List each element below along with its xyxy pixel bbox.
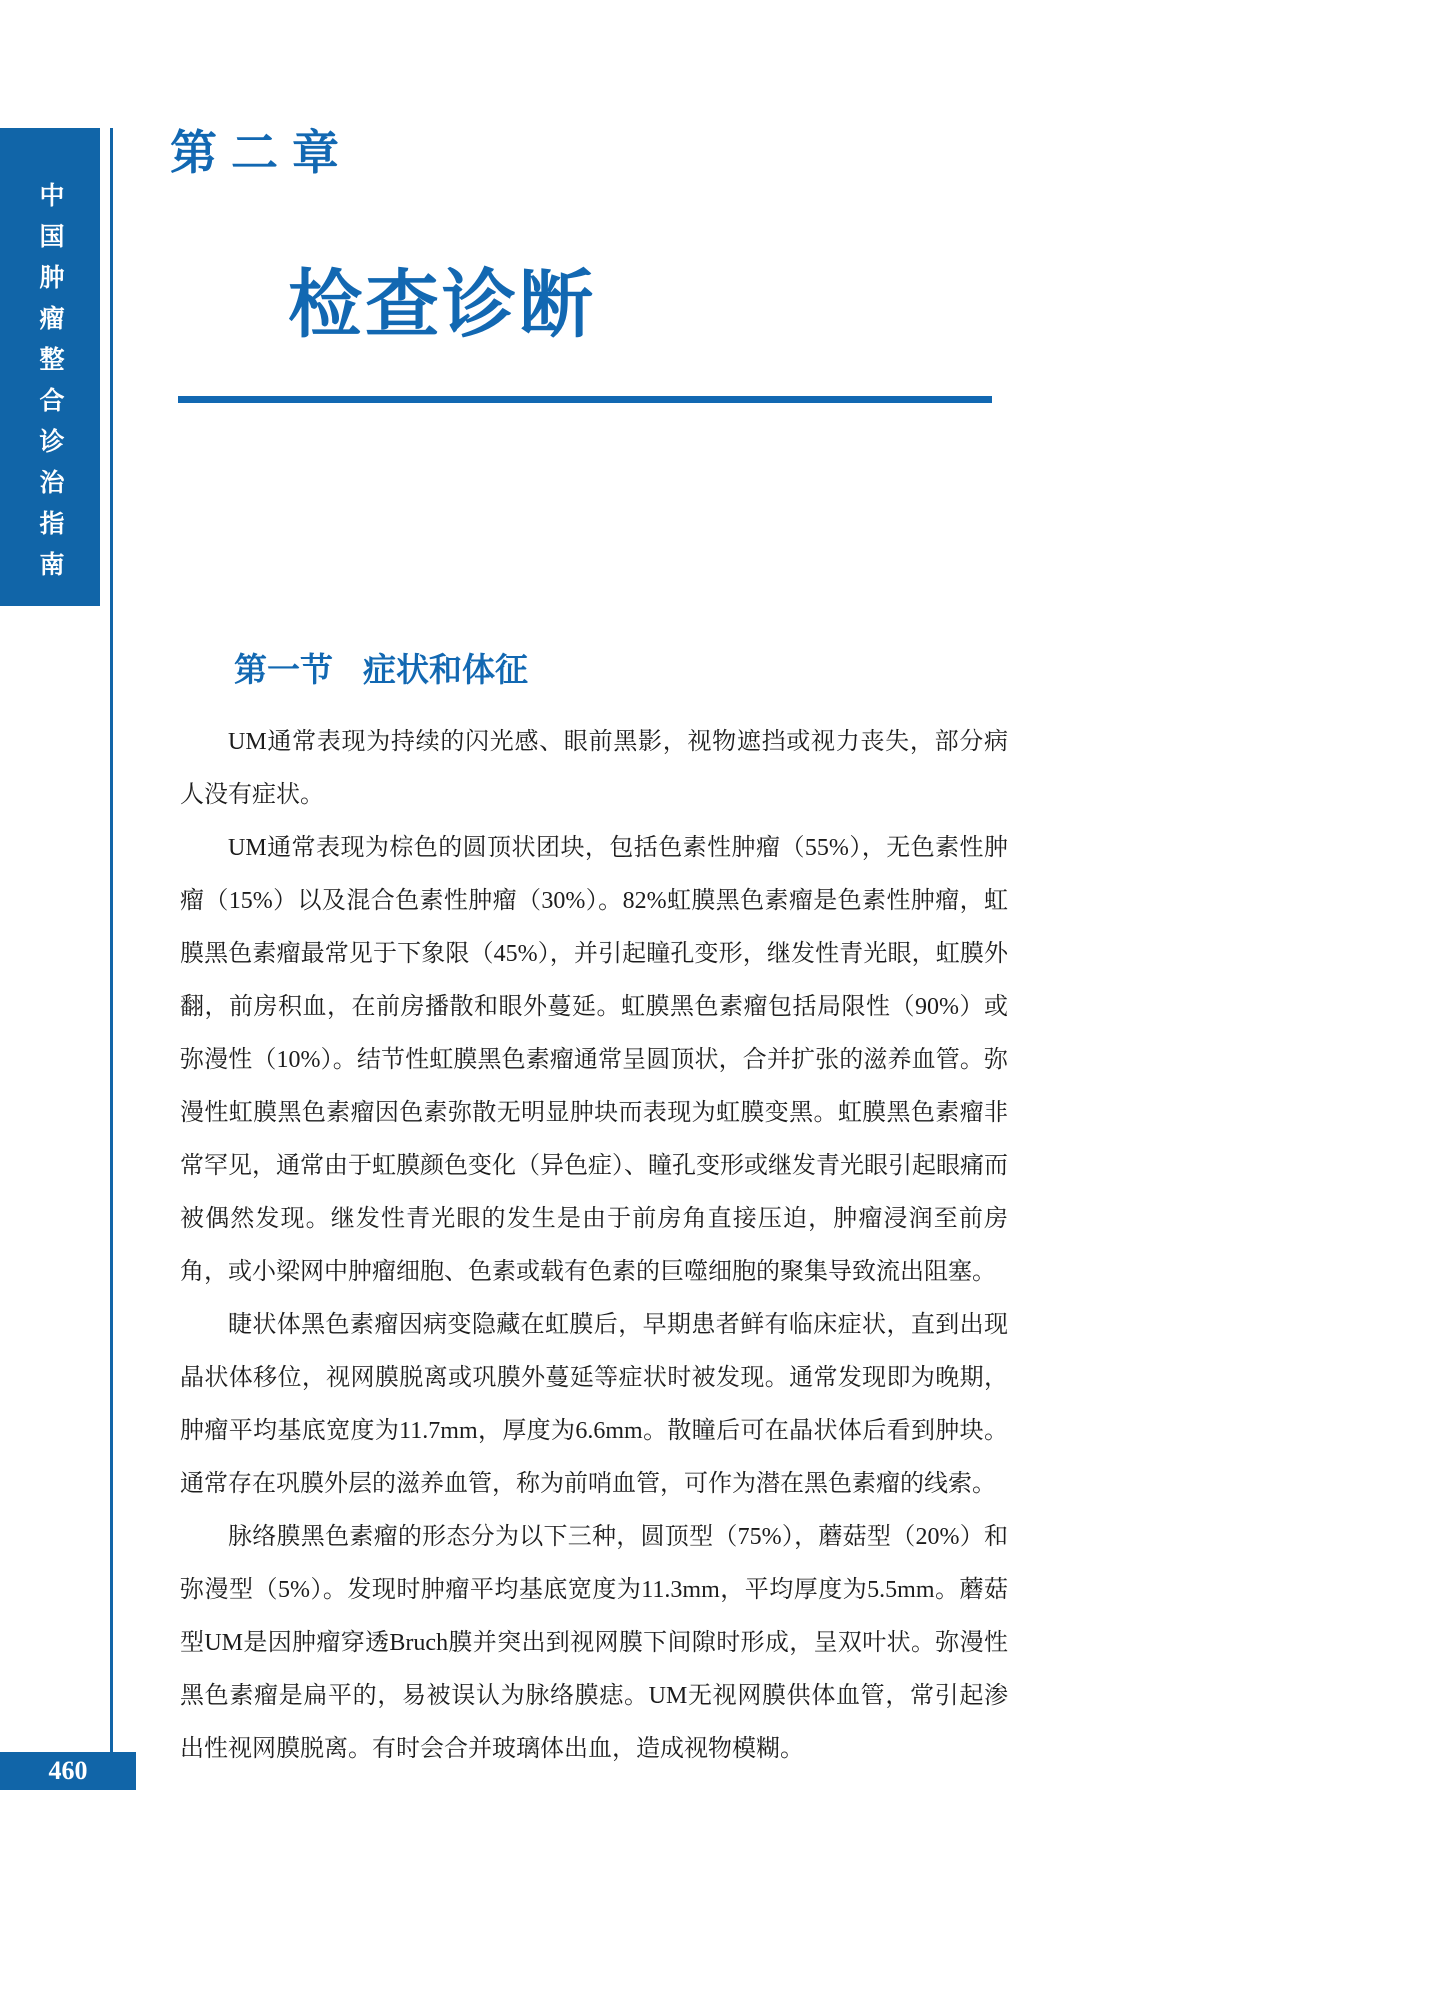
body-text-block <box>180 716 1008 1776</box>
section-title: 症状和体征 <box>363 653 528 689</box>
page-number-badge <box>0 1752 136 1790</box>
series-banner <box>0 128 100 606</box>
section-heading <box>234 644 528 691</box>
chapter-label: 第二章 <box>170 126 353 179</box>
series-vertical-title: 中国肿瘤整合诊治指南 <box>36 182 64 592</box>
paragraph-iris-melanoma: UM通常表现为棕色的圆顶状团块，包括色素性肿瘤（55%），无色素性肿瘤（15%）以及混合色素性肿瘤（30%）。82%虹膜黑色素瘤是色素性肿瘤，虹膜黑色素瘤最常见于下象限（45%），并引起瞳孔变形，继发性青光眼，虹膜外翻，前房积血，在前房播散和眼外蔓延。虹膜黑色素瘤包括局限性（90%）或弥漫性（10%）。结节性虹膜黑色素瘤通常呈圆顶状，合并扩张的滋养血管。弥漫性虹膜黑色素瘤因色素弥散无明显肿块而表现为虹膜变黑。虹膜黑色素瘤非常罕见，通常由于虹膜颜色变化（异色症）、瞳孔变形或继发青光眼引起眼痛而被偶然发现。继发性青光眼的发生是由于前房角直接压迫，肿瘤浸润至前房角，或小梁网中肿瘤细胞、色素或载有色素的巨噬细胞的聚集导致流出阻塞。 <box>180 835 1008 1285</box>
paragraph-symptoms: UM通常表现为持续的闪光感、眼前黑影，视物遮挡或视力丧失，部分病人没有症状。 <box>180 729 1008 808</box>
chapter-title: 检查诊断 <box>288 263 596 346</box>
vertical-divider-rule <box>110 128 113 1790</box>
paragraph-ciliary-body-melanoma: 睫状体黑色素瘤因病变隐藏在虹膜后，早期患者鲜有临床症状，直到出现晶状体移位，视网膜脱离或巩膜外蔓延等症状时被发现。通常发现即为晚期，肿瘤平均基底宽度为11.7mm，厚度为6.6mm。散瞳后可在晶状体后看到肿块。通常存在巩膜外层的滋养血管，称为前哨血管，可作为潜在黑色素瘤的线索。 <box>180 1312 1008 1497</box>
page-content <box>170 0 1010 2010</box>
section-number: 第一节 <box>234 653 333 689</box>
title-underline-rule <box>178 396 992 403</box>
paragraph-choroidal-melanoma: 脉络膜黑色素瘤的形态分为以下三种，圆顶型（75%），蘑菇型（20%）和弥漫型（5%）。发现时肿瘤平均基底宽度为11.3mm，平均厚度为5.5mm。蘑菇型UM是因肿瘤穿透Bruch膜并突出到视网膜下间隙时形成，呈双叶状。弥漫性黑色素瘤是扁平的，易被误认为脉络膜痣。UM无视网膜供体血管，常引起渗出性视网膜脱离。有时会合并玻璃体出血，造成视物模糊。 <box>180 1524 1008 1762</box>
page-number: 460 <box>48 1756 88 1785</box>
